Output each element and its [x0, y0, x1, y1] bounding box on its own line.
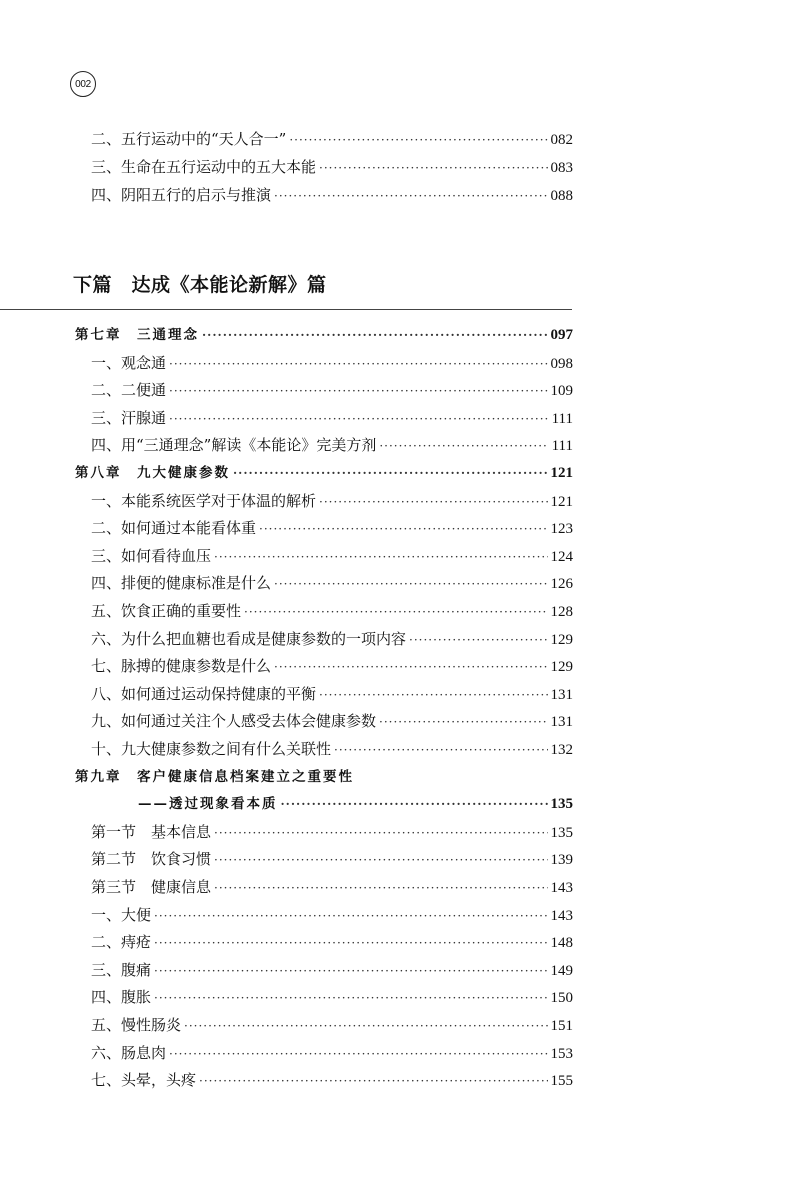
dot-leader — [319, 155, 547, 182]
toc-entry-page: 083 — [550, 160, 573, 176]
dot-leader — [169, 351, 547, 378]
toc-entry-title: 三、腹痛 — [91, 960, 152, 979]
toc-chapter-entry — [0, 322, 800, 349]
toc-chapter-entry — [0, 791, 800, 818]
toc-entry-page: 121 — [550, 465, 573, 481]
toc-entry-page: 082 — [550, 132, 573, 148]
dot-leader — [319, 682, 547, 709]
toc-entry-title: 三、汗腺通 — [91, 408, 167, 427]
toc-entry — [0, 984, 800, 1011]
dot-leader — [154, 985, 547, 1012]
toc-entry-page: 123 — [550, 521, 573, 538]
dot-leader — [379, 433, 548, 460]
toc-entry-page: 132 — [550, 742, 573, 758]
toc-entry-title: 二、二便通 — [91, 381, 167, 400]
dot-leader — [289, 127, 547, 154]
toc-entry — [0, 708, 800, 735]
toc-entry-title: 第二节 饮食习惯 — [91, 850, 212, 869]
section-divider — [0, 309, 572, 310]
toc-entry-title: 四、排便的健康标准是什么 — [91, 574, 272, 593]
dot-leader — [379, 709, 547, 736]
toc-entry-page: 139 — [550, 852, 573, 869]
toc-entry-page: 098 — [550, 355, 573, 372]
toc-entry — [0, 846, 800, 873]
toc-entry — [0, 902, 800, 929]
toc-entry-page: 149 — [550, 962, 573, 979]
dot-leader — [259, 516, 547, 543]
toc-entry-title: 八、如何通过运动保持健康的平衡 — [91, 684, 317, 703]
toc-entry — [0, 570, 800, 597]
dot-leader — [281, 791, 548, 818]
toc-entry — [0, 126, 800, 153]
dot-leader — [233, 460, 548, 487]
toc-entry-page: 129 — [550, 631, 573, 648]
toc-entry-title: 六、为什么把血糖也看成是健康参数的一项内容 — [91, 629, 407, 648]
dot-leader — [169, 406, 549, 433]
toc-entry-page: 111 — [551, 410, 573, 427]
toc-entry-page: 129 — [550, 659, 573, 676]
toc-entry — [0, 598, 800, 625]
toc-entry-title: 五、饮食正确的重要性 — [91, 602, 242, 620]
dot-leader — [154, 903, 547, 930]
toc-entry-title: 一、本能系统医学对于体温的解析 — [91, 491, 317, 510]
dot-leader — [202, 322, 548, 349]
toc-entry — [0, 929, 800, 956]
chapter-title: ——透过现象看本质 — [138, 796, 278, 813]
toc-entry-page: 126 — [550, 576, 573, 593]
toc-entry — [0, 350, 800, 377]
dot-leader — [244, 599, 547, 626]
toc-entry-title: 一、大便 — [91, 905, 152, 924]
dot-leader — [154, 958, 547, 985]
toc-entry-title: 五、慢性肠炎 — [91, 1016, 182, 1034]
part-title: 下篇 达成《本能论新解》篇 — [73, 275, 327, 296]
toc-entry-title: 三、生命在五行运动中的五大本能 — [91, 158, 317, 176]
toc-entry-page: 121 — [550, 493, 573, 510]
toc-entry-title: 十、九大健康参数之间有什么关联性 — [91, 740, 332, 758]
toc-entry-title: 六、肠息肉 — [91, 1043, 167, 1062]
toc-entry-title: 一、观念通 — [91, 353, 167, 372]
dot-leader — [409, 627, 547, 654]
toc-entry — [0, 653, 800, 680]
toc-entry — [0, 874, 800, 901]
toc-entry — [0, 1012, 800, 1039]
toc-entry-page: 128 — [550, 604, 573, 620]
toc-entry-page: 111 — [551, 438, 573, 455]
toc-chapter-entry — [0, 460, 800, 487]
dot-leader — [214, 847, 547, 874]
toc-entry-title: 七、脉搏的健康参数是什么 — [91, 657, 272, 676]
toc-entry — [0, 681, 800, 708]
toc-entry — [0, 1067, 800, 1094]
toc-entry-page: 143 — [550, 880, 573, 896]
dot-leader — [214, 820, 547, 847]
dot-leader — [274, 183, 547, 210]
toc-entry-page: 148 — [550, 935, 573, 952]
chapter-title: 第七章 三通理念 — [75, 327, 199, 343]
toc-entry — [0, 736, 800, 763]
toc-entry — [0, 405, 800, 432]
toc-entry-title: 第三节 健康信息 — [91, 878, 212, 896]
toc-entry-page: 109 — [550, 383, 573, 400]
toc-entry-page: 135 — [550, 824, 573, 841]
toc-entry-title: 二、痔疮 — [91, 933, 152, 952]
toc-entry-title: 九、如何通过关注个人感受去体会健康参数 — [91, 712, 377, 731]
toc-chapter-entry — [0, 764, 800, 791]
toc-entry — [0, 515, 800, 542]
toc-entry-page: 131 — [550, 714, 573, 731]
toc-entry-title: 二、如何通过本能看体重 — [91, 519, 257, 538]
dot-leader — [274, 654, 547, 681]
toc-entry-page: 150 — [550, 990, 573, 1007]
toc-entry-page: 097 — [550, 327, 573, 343]
toc-entry-title: 四、腹胀 — [91, 988, 152, 1007]
toc-entry — [0, 432, 800, 459]
dot-leader — [169, 378, 547, 405]
toc-entry — [0, 1040, 800, 1067]
toc-entry — [0, 154, 800, 181]
toc-entry — [0, 819, 800, 846]
dot-leader — [184, 1013, 547, 1040]
toc-entry-title: 七、头晕，头疼 — [91, 1071, 197, 1090]
dot-leader — [214, 875, 547, 902]
page-number-badge: 002 — [70, 71, 96, 97]
toc-entry-page: 153 — [550, 1045, 573, 1062]
toc-entry-title: 三、如何看待血压 — [91, 546, 212, 565]
chapter-title: 第八章 九大健康参数 — [75, 465, 230, 481]
dot-leader — [274, 571, 547, 598]
toc-entry-page: 143 — [550, 907, 573, 924]
toc-entry-page: 151 — [550, 1018, 573, 1034]
toc-entry — [0, 957, 800, 984]
dot-leader — [169, 1041, 547, 1068]
toc-entry-title: 二、五行运动中的“天人合一” — [91, 130, 287, 148]
toc-entry-title: 四、阴阳五行的启示与推演 — [91, 186, 272, 204]
toc-entry-title: 四、用“三通理念”解读《本能论》完美方剂 — [91, 436, 377, 455]
toc-entry-title: 第一节 基本信息 — [91, 822, 212, 841]
toc-entry-page: 124 — [550, 548, 573, 565]
toc-entry-page: 131 — [550, 686, 573, 703]
chapter-title: 第九章 客户健康信息档案建立之重要性 — [75, 768, 354, 785]
toc-entry — [0, 626, 800, 653]
toc-entry-page: 088 — [550, 188, 573, 204]
dot-leader — [154, 930, 547, 957]
dot-leader — [334, 737, 547, 764]
toc-entry — [0, 182, 800, 209]
toc-entry-page: 155 — [550, 1073, 573, 1090]
toc-entry — [0, 377, 800, 404]
dot-leader — [319, 489, 547, 516]
toc-entry — [0, 488, 800, 515]
dot-leader — [199, 1068, 547, 1095]
toc-entry-page: 135 — [550, 796, 573, 813]
dot-leader — [214, 544, 547, 571]
toc-entry — [0, 543, 800, 570]
